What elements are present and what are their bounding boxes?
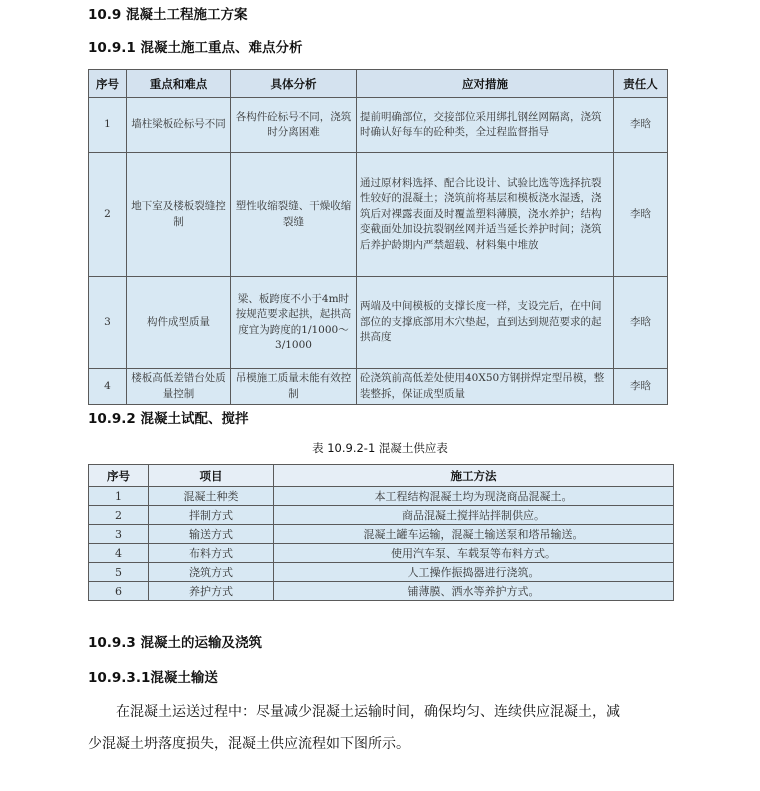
table-cell: 4 — [89, 544, 149, 563]
table-row — [89, 563, 674, 582]
column-header: 具体分析 — [231, 70, 357, 98]
table-cell: 提前明确部位，交接部位采用绑扎钢丝网隔离，浇筑时确认好每车的砼种类，全过程监督指导 — [357, 98, 614, 153]
body-paragraph-line: 少混凝土坍落度损失，混凝土供应流程如下图所示。 — [88, 736, 410, 752]
table-cell: 地下室及楼板裂缝控制 — [127, 153, 231, 277]
table-cell: 塑性收缩裂缝、干燥收缩裂缝 — [231, 153, 357, 277]
table-cell: 本工程结构混凝土均为现浇商品混凝土。 — [274, 487, 674, 506]
section-heading: 10.9 混凝土工程施工方案 — [88, 7, 248, 23]
table-header-row — [89, 465, 674, 487]
table-caption: 表 10.9.2-1 混凝土供应表 — [312, 441, 448, 455]
table-cell: 6 — [89, 582, 149, 601]
column-header: 施工方法 — [274, 465, 674, 487]
table-cell: 李晗 — [614, 98, 668, 153]
table-cell: 李晗 — [614, 369, 668, 405]
table-cell: 构件成型质量 — [127, 277, 231, 369]
table-cell: 吊模施工质量未能有效控制 — [231, 369, 357, 405]
table-row — [89, 525, 674, 544]
table-cell: 2 — [89, 153, 127, 277]
table-cell: 楼板高低差错台处质量控制 — [127, 369, 231, 405]
table-row — [89, 582, 674, 601]
table-row — [89, 277, 668, 369]
table-row — [89, 153, 668, 277]
table-cell: 混凝土罐车运输，混凝土输送泵和塔吊输送。 — [274, 525, 674, 544]
table-cell: 浇筑方式 — [149, 563, 274, 582]
table-cell: 梁、板跨度不小于4m时按规范要求起拱，起拱高度宜为跨度的1/1000～3/1000 — [231, 277, 357, 369]
table-cell: 李晗 — [614, 153, 668, 277]
table-cell: 布料方式 — [149, 544, 274, 563]
table-cell: 养护方式 — [149, 582, 274, 601]
table-cell: 2 — [89, 506, 149, 525]
table-row — [89, 506, 674, 525]
table-cell: 墙柱梁板砼标号不同 — [127, 98, 231, 153]
column-header: 应对措施 — [357, 70, 614, 98]
column-header: 序号 — [89, 465, 149, 487]
table-cell: 混凝土种类 — [149, 487, 274, 506]
subsubsection-heading: 10.9.3.1混凝土输送 — [88, 670, 218, 686]
table-cell: 1 — [89, 487, 149, 506]
column-header: 序号 — [89, 70, 127, 98]
table-cell: 使用汽车泵、车载泵等布料方式。 — [274, 544, 674, 563]
table-row — [89, 369, 668, 405]
table-cell: 商品混凝土搅拌站拌制供应。 — [274, 506, 674, 525]
table-row — [89, 487, 674, 506]
table-row — [89, 544, 674, 563]
column-header: 责任人 — [614, 70, 668, 98]
subsection-heading: 10.9.1 混凝土施工重点、难点分析 — [88, 40, 303, 56]
table-cell: 输送方式 — [149, 525, 274, 544]
difficulty-analysis-table — [88, 69, 668, 405]
subsection-heading: 10.9.3 混凝土的运输及浇筑 — [88, 635, 263, 651]
table-cell: 两端及中间模板的支撑长度一样，支设完后，在中间部位的支撑底部用木穴垫起，直到达到规范要求的起拱高度 — [357, 277, 614, 369]
column-header: 项目 — [149, 465, 274, 487]
table-cell: 李晗 — [614, 277, 668, 369]
table-cell: 5 — [89, 563, 149, 582]
table-cell: 拌制方式 — [149, 506, 274, 525]
table-cell: 砼浇筑前高低差处使用40X50方钢拼焊定型吊模，整装整拆，保证成型质量 — [357, 369, 614, 405]
table-cell: 4 — [89, 369, 127, 405]
concrete-supply-table — [88, 464, 674, 601]
body-paragraph-line: 在混凝土运送过程中：尽量减少混凝土运输时间，确保均匀、连续供应混凝土，减 — [116, 704, 620, 720]
table-cell: 1 — [89, 98, 127, 153]
column-header: 重点和难点 — [127, 70, 231, 98]
table-header-row — [89, 70, 668, 98]
table-cell: 铺薄膜、洒水等养护方式。 — [274, 582, 674, 601]
table-cell: 各构件砼标号不同，浇筑时分离困难 — [231, 98, 357, 153]
subsection-heading: 10.9.2 混凝土试配、搅拌 — [88, 411, 249, 427]
table-cell: 3 — [89, 525, 149, 544]
table-cell: 通过原材料选择、配合比设计、试验比选等选择抗裂性较好的混凝土；浇筑前将基层和模板浇水湿透，浇筑后对裸露表面及时覆盖塑料薄膜，浇水养护；结构变截面处加设抗裂钢丝网并适当延长养护时间；浇筑后养护龄期内严禁超载、材料集中堆放 — [357, 153, 614, 277]
table-cell: 3 — [89, 277, 127, 369]
table-row — [89, 98, 668, 153]
table-cell: 人工操作振捣器进行浇筑。 — [274, 563, 674, 582]
